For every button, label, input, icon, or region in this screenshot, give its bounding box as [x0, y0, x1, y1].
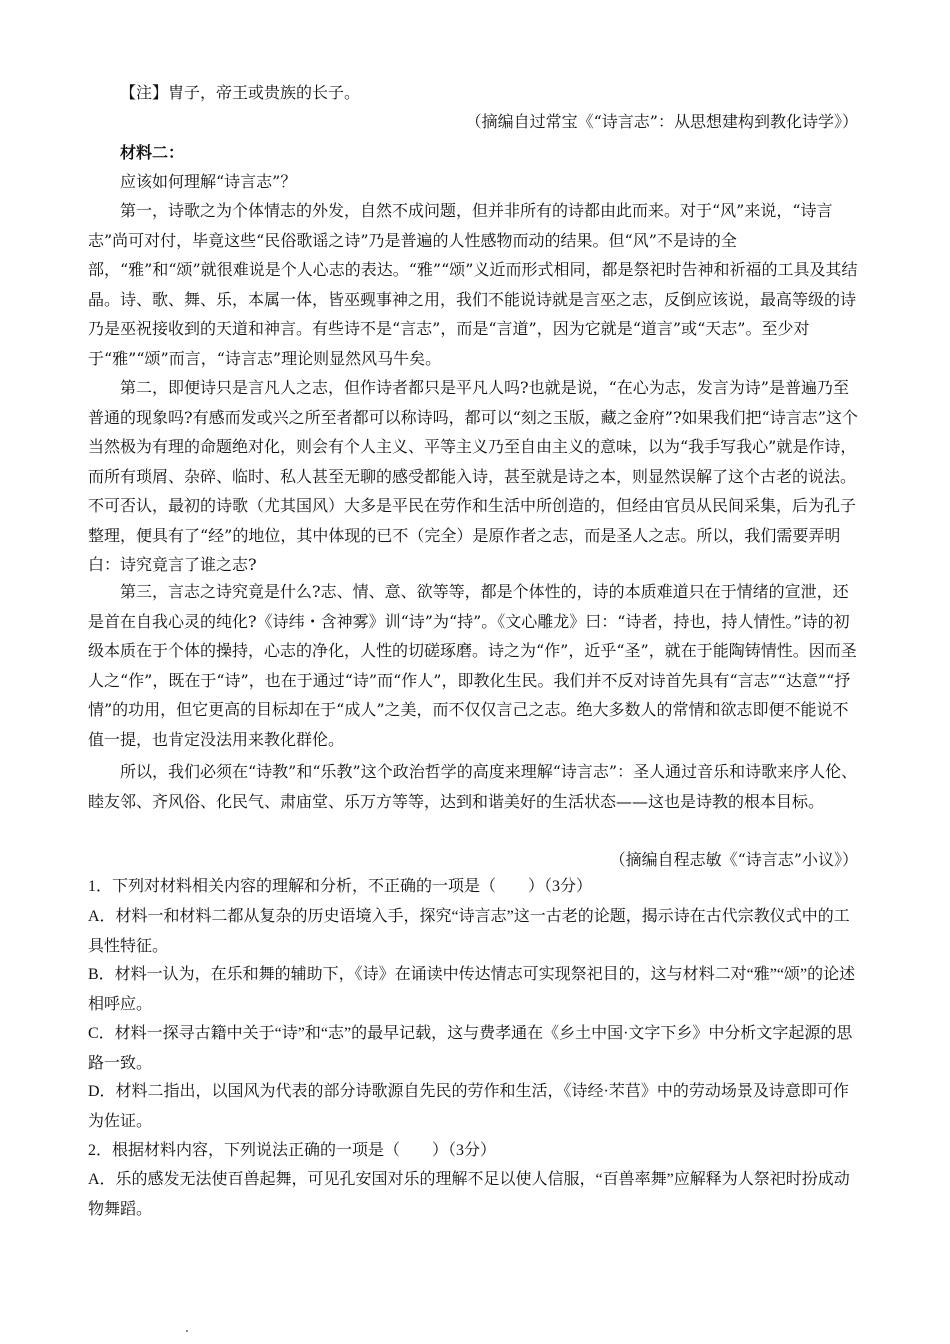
material-2-paragraph-1: 第一，诗歌之为个体情志的外发，自然不成问题，但并非所有的诗都由此而来。对于“风”来说，“诗言志”尚可对付，毕竟这些“民俗歌谣之诗”乃是普遍的人性感物而动的结果。但“风”不是诗的全部，“雅”和“颂”就很难说是个人心志的表达。“雅”“颂”义近而形式相同，都是祭祀时告神和祈福的工具及其结晶。诗、歌、舞、乐，本属一体，皆巫觋事神之用，我们不能说诗就是言巫之志，反倒应该说，最高等级的诗乃是巫祝接收到的天道和神言。有些诗不是“言志”，而是“言道”，因为它就是“道言”或“天志”。至少对于“雅”“颂”而言，“诗言志”理论则显然风马牛矣。 — [88, 201, 858, 368]
source-citation-2: （摘编自程志敏《“诗言志”小议》） — [609, 850, 858, 869]
question-2-option-a: A．乐的感发无法使百兽起舞，可见孔安国对乐的理解不足以使人信服，“百兽率舞”应解释为人祭祀时扮成动物舞蹈。 — [88, 1171, 850, 1218]
note: 【注】胄子，帝王或贵族的长子。 — [120, 83, 361, 102]
material-2-paragraph-3: 第三，言志之诗究竟是什么?志、情、意、欲等等，都是个体性的，诗的本质难道只在于情绪的宣泄，还是首在自我心灵的纯化?《诗纬・含神雾》训“诗”为“持”。《文心雕龙》曰：“诗者，持也，持人情性。”诗的初级本质在于个体的操持，心志的净化，人性的切磋琢磨。诗之为“作”，近乎“圣”，就在于能陶铸情性。因而圣人之“作”，既在于“诗”，也在于通过“诗”而“作人”，即教化生民。我们并不反对诗首先具有“言志”“达意”“抒情”的功用，但它更高的目标却在于“成人”之美，而不仅仅言己之志。绝大多数人的常情和欲志即便不能说不值一提，也肯定没法用来教化群伦。 — [88, 582, 857, 749]
source-citation-1: （摘编自过常宝《“诗言志”：从思想建构到教化诗学》） — [465, 112, 858, 131]
material-2-heading: 材料二： — [120, 143, 185, 162]
question-1-option-a: A．材料一和材料二都从复杂的历史语境入手，探究“诗言志”这一古老的论题，揭示诗在古代宗教仪式中的工具性特征。 — [88, 908, 850, 955]
question-2-stem: 2．根据材料内容，下列说法正确的一项是（ ）（3分） — [88, 1142, 497, 1159]
question-1-option-d: D．材料二指出，以国风为代表的部分诗歌源自先民的劳作和生活，《诗经·芣苢》中的劳动场景及诗意即可作为佐证。 — [88, 1083, 849, 1130]
material-2-paragraph-4: 所以，我们必须在“诗教”和“乐教”这个政治哲学的高度来理解“诗言志”：圣人通过音乐和诗歌来序人伦、睦友邻、齐风俗、化民气、肃庙堂、乐万方等等，达到和谐美好的生活状态——这也是诗教的根本目标。 — [88, 762, 858, 811]
question-1-stem: 1．下列对材料相关内容的理解和分析，不正确的一项是（ ）（3分） — [88, 878, 593, 895]
question-1-option-c: C．材料一探寻古籍中关于“诗”和“志”的最早记载，这与费孝通在《乡土中国·文字下乡》中分析文字起源的思路一致。 — [88, 1025, 853, 1072]
material-2-intro: 应该如何理解“诗言志”？ — [120, 172, 297, 191]
page-mark — [186, 1330, 188, 1332]
question-1-option-b: B．材料一认为，在乐和舞的辅助下，《诗》在诵读中传达情志可实现祭祀目的，这与材料二对“雅”“颂”的论述相呼应。 — [88, 966, 856, 1013]
material-2-paragraph-2: 第二，即便诗只是言凡人之志，但作诗者都只是平凡人吗?也就是说，“在心为志，发言为诗”是普遍乃至普通的现象吗?有感而发或兴之所至者都可以称诗吗，都可以“刻之玉版，藏之金府”?如果我们把“诗言志”这个当然极为有理的命题绝对化，则会有个人主义、平等主义乃至自由主义的意味，以为“我手写我心”就是作诗，而所有琐屑、杂碎、临时、私人甚至无聊的感受都能入诗，甚至就是诗之本，则显然误解了这个古老的说法。不可否认，最初的诗歌（尤其国风）大多是平民在劳作和生活中所创造的，但经由官员从民间采集，后为孔子整理，便具有了“经”的地位，其中体现的已不（完全）是原作者之志，而是圣人之志。所以，我们需要弄明白：诗究竟言了谁之志? — [88, 378, 858, 574]
